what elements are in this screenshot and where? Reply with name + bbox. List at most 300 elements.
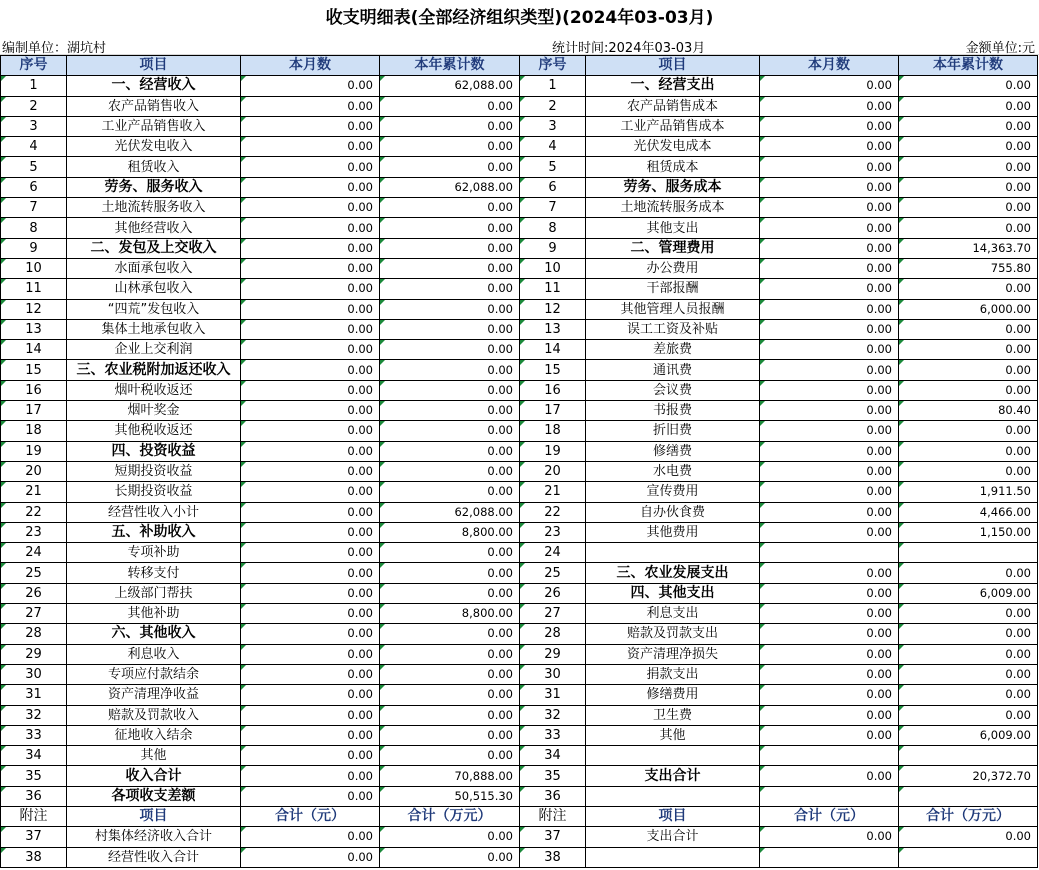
right-year-cell: 0.00 (899, 705, 1038, 725)
left-year-cell: 0.00 (380, 725, 520, 745)
left-item-cell: 专项补助 (67, 543, 241, 563)
table-row (1, 664, 1038, 684)
right-month-cell: 0.00 (760, 827, 899, 847)
right-item-cell: 其他支出 (586, 218, 760, 238)
note-header-row (1, 806, 1038, 826)
left-month-cell: 0.00 (241, 502, 380, 522)
left-item-cell: 一、经营收入 (67, 76, 241, 96)
left-seq-cell: 32 (1, 705, 67, 725)
left-month-cell: 0.00 (241, 137, 380, 157)
table-row (1, 116, 1038, 136)
left-month-cell: 0.00 (241, 238, 380, 258)
table-row (1, 238, 1038, 258)
right-item-cell (586, 746, 760, 766)
left-seq-cell: 16 (1, 380, 67, 400)
right-year-cell: 0.00 (899, 157, 1038, 177)
right-seq-cell: 11 (520, 279, 586, 299)
left-seq-cell: 29 (1, 644, 67, 664)
statistics-period: 统计时间:2024年03-03月 (552, 41, 706, 56)
left-item-cell: 烟叶税收返还 (67, 380, 241, 400)
right-seq-cell: 22 (520, 502, 586, 522)
left-month-cell: 0.00 (241, 522, 380, 542)
left-item-cell: 其他 (67, 746, 241, 766)
report-title: 收支明细表(全部经济组织类型)(2024年03-03月) (325, 8, 714, 28)
left-item-cell: 水面承包收入 (67, 258, 241, 278)
right-year-cell: 20,372.70 (899, 766, 1038, 786)
left-item-cell: 其他补助 (67, 604, 241, 624)
left-seq-cell: 20 (1, 461, 67, 481)
right-item-cell (586, 847, 760, 867)
table-body (1, 76, 1038, 807)
right-month-cell (760, 786, 899, 806)
left-seq-cell: 38 (1, 847, 67, 867)
right-month-cell: 0.00 (760, 76, 899, 96)
note-wan-header-right: 合计（万元） (899, 806, 1038, 826)
right-item-cell: 办公费用 (586, 258, 760, 278)
right-month-cell: 0.00 (760, 157, 899, 177)
left-year-cell: 0.00 (380, 543, 520, 563)
left-seq-cell: 10 (1, 258, 67, 278)
left-month-cell: 0.00 (241, 644, 380, 664)
table-row (1, 482, 1038, 502)
left-year-cell: 0.00 (380, 198, 520, 218)
table-row (1, 502, 1038, 522)
right-month-cell: 0.00 (760, 685, 899, 705)
header-seq-left: 序号 (1, 56, 67, 76)
right-seq-cell: 2 (520, 96, 586, 116)
left-item-cell: 经营性收入小计 (67, 502, 241, 522)
table-row (1, 319, 1038, 339)
right-seq-cell: 21 (520, 482, 586, 502)
left-month-cell: 0.00 (241, 766, 380, 786)
right-year-cell (899, 847, 1038, 867)
right-year-cell (899, 786, 1038, 806)
left-year-cell: 62,088.00 (380, 76, 520, 96)
right-seq-cell: 1 (520, 76, 586, 96)
left-month-cell: 0.00 (241, 746, 380, 766)
table-row (1, 157, 1038, 177)
left-item-cell: 长期投资收益 (67, 482, 241, 502)
right-month-cell: 0.00 (760, 644, 899, 664)
right-seq-cell: 9 (520, 238, 586, 258)
left-year-cell: 0.00 (380, 563, 520, 583)
right-item-cell: 捐款支出 (586, 664, 760, 684)
right-month-cell (760, 543, 899, 563)
left-month-cell: 0.00 (241, 563, 380, 583)
left-year-cell: 62,088.00 (380, 177, 520, 197)
right-item-cell: 差旅费 (586, 340, 760, 360)
right-year-cell: 0.00 (899, 96, 1038, 116)
right-year-cell: 0.00 (899, 340, 1038, 360)
left-year-cell: 0.00 (380, 705, 520, 725)
left-item-cell: 二、发包及上交收入 (67, 238, 241, 258)
right-item-cell: 一、经营支出 (586, 76, 760, 96)
right-item-cell: 其他管理人员报酬 (586, 299, 760, 319)
left-item-cell: 赔款及罚款收入 (67, 705, 241, 725)
left-seq-cell: 36 (1, 786, 67, 806)
table-row (1, 360, 1038, 380)
left-year-cell: 0.00 (380, 218, 520, 238)
table-row (1, 258, 1038, 278)
compiling-unit: 编制单位：湖坑村 (2, 41, 107, 56)
left-item-cell: 转移支付 (67, 563, 241, 583)
left-year-cell: 0.00 (380, 279, 520, 299)
table-row (1, 137, 1038, 157)
left-year-cell: 0.00 (380, 157, 520, 177)
right-month-cell: 0.00 (760, 116, 899, 136)
table-row (1, 604, 1038, 624)
left-seq-cell: 3 (1, 116, 67, 136)
left-year-cell: 0.00 (380, 401, 520, 421)
left-month-cell: 0.00 (241, 725, 380, 745)
left-month-cell: 0.00 (241, 401, 380, 421)
right-seq-cell: 24 (520, 543, 586, 563)
right-item-cell: 会议费 (586, 380, 760, 400)
right-item-cell: 光伏发电成本 (586, 137, 760, 157)
left-month-cell: 0.00 (241, 685, 380, 705)
left-item-cell: 光伏发电收入 (67, 137, 241, 157)
right-month-cell: 0.00 (760, 198, 899, 218)
right-seq-cell: 7 (520, 198, 586, 218)
left-month-cell: 0.00 (241, 299, 380, 319)
left-seq-cell: 13 (1, 319, 67, 339)
table-row (1, 299, 1038, 319)
right-month-cell: 0.00 (760, 461, 899, 481)
left-month-cell: 0.00 (241, 583, 380, 603)
left-year-cell: 0.00 (380, 238, 520, 258)
right-year-cell: 0.00 (899, 360, 1038, 380)
left-year-cell: 0.00 (380, 664, 520, 684)
right-year-cell: 0.00 (899, 198, 1038, 218)
note-section (1, 806, 1038, 867)
right-month-cell: 0.00 (760, 218, 899, 238)
table-row (1, 421, 1038, 441)
right-year-cell: 0.00 (899, 421, 1038, 441)
right-month-cell: 0.00 (760, 766, 899, 786)
left-year-cell: 0.00 (380, 685, 520, 705)
table-row (1, 76, 1038, 96)
right-seq-cell: 27 (520, 604, 586, 624)
header-seq-right: 序号 (520, 56, 586, 76)
right-seq-cell: 15 (520, 360, 586, 380)
table-row (1, 766, 1038, 786)
right-item-cell: 自办伙食费 (586, 502, 760, 522)
left-year-cell: 0.00 (380, 299, 520, 319)
right-item-cell: 三、农业发展支出 (586, 563, 760, 583)
right-year-cell: 0.00 (899, 664, 1038, 684)
left-seq-cell: 9 (1, 238, 67, 258)
left-year-cell: 0.00 (380, 360, 520, 380)
left-month-cell: 0.00 (241, 177, 380, 197)
left-item-cell: 专项应付款结余 (67, 664, 241, 684)
left-seq-cell: 30 (1, 664, 67, 684)
right-month-cell: 0.00 (760, 583, 899, 603)
right-year-cell: 0.00 (899, 319, 1038, 339)
left-seq-cell: 15 (1, 360, 67, 380)
right-month-cell: 0.00 (760, 705, 899, 725)
right-item-cell: 折旧费 (586, 421, 760, 441)
right-seq-cell: 30 (520, 664, 586, 684)
right-month-cell: 0.00 (760, 725, 899, 745)
table-row (1, 827, 1038, 847)
right-year-cell: 6,000.00 (899, 299, 1038, 319)
table-row (1, 461, 1038, 481)
right-year-cell (899, 746, 1038, 766)
right-item-cell (586, 786, 760, 806)
left-month-cell: 0.00 (241, 482, 380, 502)
header-year-right: 本年累计数 (899, 56, 1038, 76)
left-item-cell: 土地流转服务收入 (67, 198, 241, 218)
right-item-cell: 其他费用 (586, 522, 760, 542)
left-month-cell: 0.00 (241, 96, 380, 116)
right-seq-cell: 23 (520, 522, 586, 542)
left-item-cell: 经营性收入合计 (67, 847, 241, 867)
right-seq-cell: 29 (520, 644, 586, 664)
right-year-cell: 80.40 (899, 401, 1038, 421)
header-item-right: 项目 (586, 56, 760, 76)
right-item-cell: 干部报酬 (586, 279, 760, 299)
left-year-cell: 0.00 (380, 441, 520, 461)
left-month-cell: 0.00 (241, 380, 380, 400)
left-seq-cell: 27 (1, 604, 67, 624)
right-item-cell: 赔款及罚款支出 (586, 624, 760, 644)
left-seq-cell: 8 (1, 218, 67, 238)
left-year-cell: 8,800.00 (380, 522, 520, 542)
right-item-cell: 土地流转服务成本 (586, 198, 760, 218)
right-item-cell: 水电费 (586, 461, 760, 481)
right-seq-cell: 17 (520, 401, 586, 421)
left-year-cell: 0.00 (380, 116, 520, 136)
right-month-cell: 0.00 (760, 299, 899, 319)
right-year-cell: 1,150.00 (899, 522, 1038, 542)
right-month-cell: 0.00 (760, 238, 899, 258)
right-month-cell: 0.00 (760, 563, 899, 583)
right-year-cell: 0.00 (899, 604, 1038, 624)
left-item-cell: 其他税收返还 (67, 421, 241, 441)
table-row (1, 279, 1038, 299)
left-item-cell: 其他经营收入 (67, 218, 241, 238)
left-seq-cell: 24 (1, 543, 67, 563)
right-month-cell: 0.00 (760, 137, 899, 157)
left-seq-cell: 2 (1, 96, 67, 116)
right-seq-cell: 35 (520, 766, 586, 786)
note-label-left: 附注 (1, 806, 67, 826)
right-seq-cell: 20 (520, 461, 586, 481)
right-item-cell: 修缮费用 (586, 685, 760, 705)
right-seq-cell: 8 (520, 218, 586, 238)
left-year-cell: 0.00 (380, 96, 520, 116)
left-item-cell: 烟叶奖金 (67, 401, 241, 421)
right-year-cell: 0.00 (899, 644, 1038, 664)
table-row (1, 218, 1038, 238)
left-month-cell: 0.00 (241, 421, 380, 441)
right-year-cell: 0.00 (899, 218, 1038, 238)
right-year-cell: 0.00 (899, 624, 1038, 644)
right-item-cell: 工业产品销售成本 (586, 116, 760, 136)
left-item-cell: 上级部门帮扶 (67, 583, 241, 603)
right-year-cell: 6,009.00 (899, 583, 1038, 603)
right-item-cell (586, 543, 760, 563)
right-item-cell: 资产清理净损失 (586, 644, 760, 664)
left-month-cell: 0.00 (241, 847, 380, 867)
right-year-cell: 0.00 (899, 563, 1038, 583)
left-month-cell: 0.00 (241, 116, 380, 136)
left-year-cell: 0.00 (380, 340, 520, 360)
left-seq-cell: 19 (1, 441, 67, 461)
right-year-cell (899, 543, 1038, 563)
right-seq-cell: 4 (520, 137, 586, 157)
left-seq-cell: 11 (1, 279, 67, 299)
left-month-cell: 0.00 (241, 604, 380, 624)
right-item-cell: 修缮费 (586, 441, 760, 461)
left-seq-cell: 17 (1, 401, 67, 421)
note-item-header-right: 项目 (586, 806, 760, 826)
table-row (1, 522, 1038, 542)
left-seq-cell: 12 (1, 299, 67, 319)
right-year-cell: 0.00 (899, 76, 1038, 96)
right-month-cell (760, 847, 899, 867)
right-item-cell: 支出合计 (586, 766, 760, 786)
right-seq-cell: 36 (520, 786, 586, 806)
right-year-cell: 755.80 (899, 258, 1038, 278)
right-month-cell: 0.00 (760, 380, 899, 400)
left-item-cell: 征地收入结余 (67, 725, 241, 745)
left-month-cell: 0.00 (241, 157, 380, 177)
right-year-cell: 0.00 (899, 827, 1038, 847)
left-year-cell: 0.00 (380, 482, 520, 502)
right-seq-cell: 34 (520, 746, 586, 766)
right-month-cell: 0.00 (760, 604, 899, 624)
left-item-cell: 企业上交利润 (67, 340, 241, 360)
left-item-cell: 利息收入 (67, 644, 241, 664)
table-row (1, 96, 1038, 116)
right-month-cell: 0.00 (760, 624, 899, 644)
right-item-cell: 宣传费用 (586, 482, 760, 502)
right-year-cell: 0.00 (899, 279, 1038, 299)
left-year-cell: 0.00 (380, 746, 520, 766)
left-year-cell: 0.00 (380, 421, 520, 441)
right-month-cell: 0.00 (760, 319, 899, 339)
note-item-header-left: 项目 (67, 806, 241, 826)
right-item-cell: 四、其他支出 (586, 583, 760, 603)
right-seq-cell: 31 (520, 685, 586, 705)
left-month-cell: 0.00 (241, 827, 380, 847)
right-month-cell: 0.00 (760, 502, 899, 522)
table-row (1, 746, 1038, 766)
table-row (1, 380, 1038, 400)
right-year-cell: 4,466.00 (899, 502, 1038, 522)
left-seq-cell: 5 (1, 157, 67, 177)
right-seq-cell: 13 (520, 319, 586, 339)
table-row (1, 401, 1038, 421)
right-year-cell: 6,009.00 (899, 725, 1038, 745)
left-seq-cell: 28 (1, 624, 67, 644)
header-item-left: 项目 (67, 56, 241, 76)
right-seq-cell: 6 (520, 177, 586, 197)
left-item-cell: 各项收支差额 (67, 786, 241, 806)
left-month-cell: 0.00 (241, 786, 380, 806)
left-seq-cell: 26 (1, 583, 67, 603)
right-year-cell: 0.00 (899, 137, 1038, 157)
left-month-cell: 0.00 (241, 319, 380, 339)
right-seq-cell: 14 (520, 340, 586, 360)
right-item-cell: 租赁成本 (586, 157, 760, 177)
table-row (1, 685, 1038, 705)
left-item-cell: 集体土地承包收入 (67, 319, 241, 339)
left-year-cell: 0.00 (380, 624, 520, 644)
right-seq-cell: 26 (520, 583, 586, 603)
right-seq-cell: 32 (520, 705, 586, 725)
left-month-cell: 0.00 (241, 279, 380, 299)
left-month-cell: 0.00 (241, 218, 380, 238)
table-row (1, 340, 1038, 360)
right-month-cell: 0.00 (760, 177, 899, 197)
table-header-row (1, 56, 1038, 76)
right-item-cell: 劳务、服务成本 (586, 177, 760, 197)
left-seq-cell: 6 (1, 177, 67, 197)
note-yuan-header-right: 合计（元） (760, 806, 899, 826)
left-seq-cell: 25 (1, 563, 67, 583)
table-row (1, 177, 1038, 197)
right-month-cell: 0.00 (760, 441, 899, 461)
left-month-cell: 0.00 (241, 705, 380, 725)
left-month-cell: 0.00 (241, 76, 380, 96)
left-seq-cell: 14 (1, 340, 67, 360)
right-item-cell: 书报费 (586, 401, 760, 421)
left-item-cell: 工业产品销售收入 (67, 116, 241, 136)
right-item-cell: 支出合计 (586, 827, 760, 847)
right-seq-cell: 3 (520, 116, 586, 136)
right-seq-cell: 19 (520, 441, 586, 461)
right-month-cell: 0.00 (760, 360, 899, 380)
note-yuan-header-left: 合计（元） (241, 806, 380, 826)
currency-unit: 金额单位:元 (965, 41, 1035, 56)
table-row (1, 624, 1038, 644)
left-year-cell: 0.00 (380, 847, 520, 867)
table-row (1, 847, 1038, 867)
right-item-cell: 误工工资及补贴 (586, 319, 760, 339)
left-seq-cell: 37 (1, 827, 67, 847)
left-item-cell: 山林承包收入 (67, 279, 241, 299)
left-month-cell: 0.00 (241, 543, 380, 563)
right-year-cell: 0.00 (899, 177, 1038, 197)
left-item-cell: 农产品销售收入 (67, 96, 241, 116)
header-year-left: 本年累计数 (380, 56, 520, 76)
right-month-cell: 0.00 (760, 401, 899, 421)
left-seq-cell: 4 (1, 137, 67, 157)
table-row (1, 198, 1038, 218)
right-seq-cell: 16 (520, 380, 586, 400)
right-month-cell: 0.00 (760, 96, 899, 116)
right-month-cell: 0.00 (760, 258, 899, 278)
right-item-cell: 农产品销售成本 (586, 96, 760, 116)
table-row (1, 543, 1038, 563)
left-month-cell: 0.00 (241, 441, 380, 461)
left-year-cell: 0.00 (380, 137, 520, 157)
left-year-cell: 0.00 (380, 827, 520, 847)
left-year-cell: 0.00 (380, 583, 520, 603)
right-month-cell: 0.00 (760, 482, 899, 502)
left-month-cell: 0.00 (241, 664, 380, 684)
note-label-right: 附注 (520, 806, 586, 826)
left-seq-cell: 35 (1, 766, 67, 786)
right-seq-cell: 5 (520, 157, 586, 177)
header-month-left: 本月数 (241, 56, 380, 76)
right-item-cell: 二、管理费用 (586, 238, 760, 258)
right-seq-cell: 25 (520, 563, 586, 583)
right-year-cell: 0.00 (899, 685, 1038, 705)
left-item-cell: 三、农业税附加返还收入 (67, 360, 241, 380)
